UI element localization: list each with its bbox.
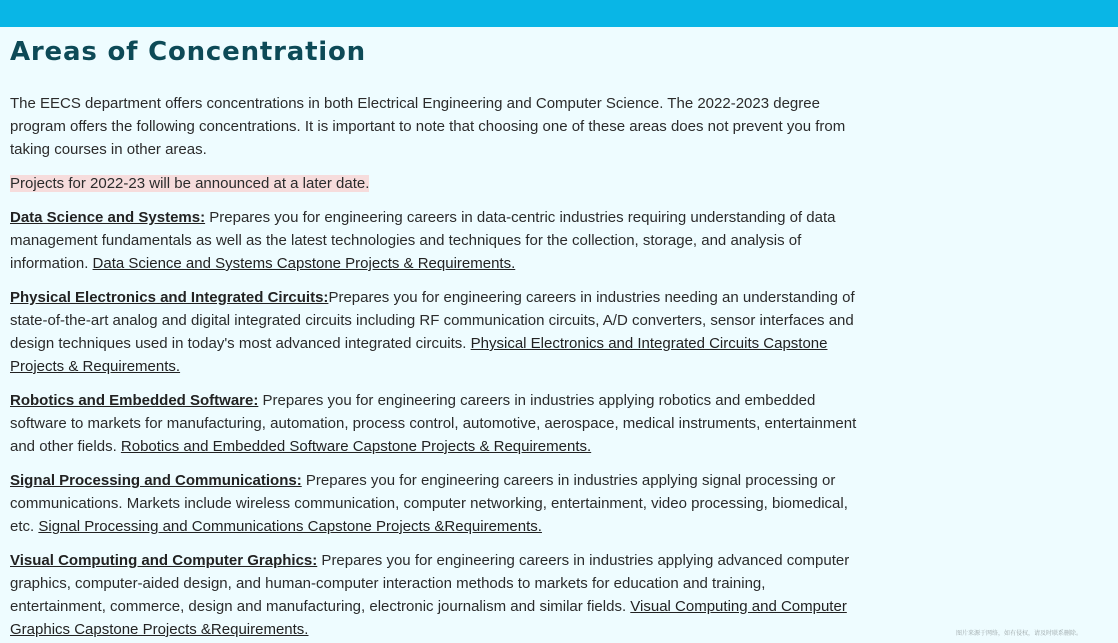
area-robotics	[10, 389, 862, 458]
area-title-visual-computing[interactable]: Visual Computing and Computer Graphics:	[10, 552, 318, 569]
area-visual-computing	[10, 549, 862, 641]
capstone-link-physical-electronics[interactable]: Physical Electronics and Integrated Circuits Capstone Projects & Requirements.	[10, 335, 828, 375]
area-physical-electronics	[10, 286, 862, 378]
area-description: Prepares you for engineering careers in data-centric industries requiring understanding of data management fundamentals as well as the latest technologies and techniques for the collection, storage, and analysis of information.	[10, 209, 836, 272]
area-title-physical-electronics[interactable]: Physical Electronics and Integrated Circuits:	[10, 289, 329, 306]
area-signal-processing	[10, 469, 862, 538]
main-content	[10, 34, 862, 643]
area-description: Prepares you for engineering careers in industries applying robotics and embedded software to markets for manufacturing, automation, process control, automotive, aerospace, medical instruments, entertainment and other fields.	[10, 392, 857, 455]
intro-paragraph: The EECS department offers concentrations in both Electrical Engineering and Computer Science. The 2022-2023 degree program offers the following concentrations. It is important to note that choosing one of these areas does not prevent you from taking courses in other areas.	[10, 95, 846, 158]
notice-text: Projects for 2022-23 will be announced at a later date.	[10, 175, 370, 192]
capstone-link-data-science[interactable]: Data Science and Systems Capstone Projects & Requirements.	[92, 255, 516, 272]
area-description: Prepares you for engineering careers in industries needing an understanding of state-of-the-art analog and digital integrated circuits including RF communication circuits, A/D converters, sensor interfaces and design techniques used in today's most advanced integrated circuits.	[10, 289, 855, 352]
area-data-science	[10, 206, 862, 275]
area-title-data-science[interactable]: Data Science and Systems:	[10, 209, 206, 226]
watermark-text: 图片来源于网络，如有侵权，请及时联系删除。	[955, 630, 1082, 637]
page-title: Areas of Concentration	[10, 37, 366, 67]
area-title-signal-processing[interactable]: Signal Processing and Communications:	[10, 472, 302, 489]
capstone-link-signal-processing[interactable]: Signal Processing and Communications Capstone Projects &Requirements.	[38, 518, 542, 535]
area-description: Prepares you for engineering careers in industries applying advanced computer graphics, computer-aided design, and human-computer interaction methods to markets for education and training, entertainment, commerce, design and manufacturing, electronic journalism and similar fields.	[10, 552, 850, 615]
capstone-link-robotics[interactable]: Robotics and Embedded Software Capstone Projects & Requirements.	[120, 438, 592, 455]
notice-paragraph	[10, 172, 862, 195]
area-title-robotics[interactable]: Robotics and Embedded Software:	[10, 392, 259, 409]
top-bar	[0, 0, 1118, 27]
capstone-link-visual-computing[interactable]: Visual Computing and Computer Graphics Capstone Projects &Requirements.	[10, 598, 847, 638]
area-description: Prepares you for engineering careers in industries applying signal processing or communications. Markets include wireless communication, computer networking, entertainment, video processing, biomedical, etc.	[10, 472, 848, 535]
